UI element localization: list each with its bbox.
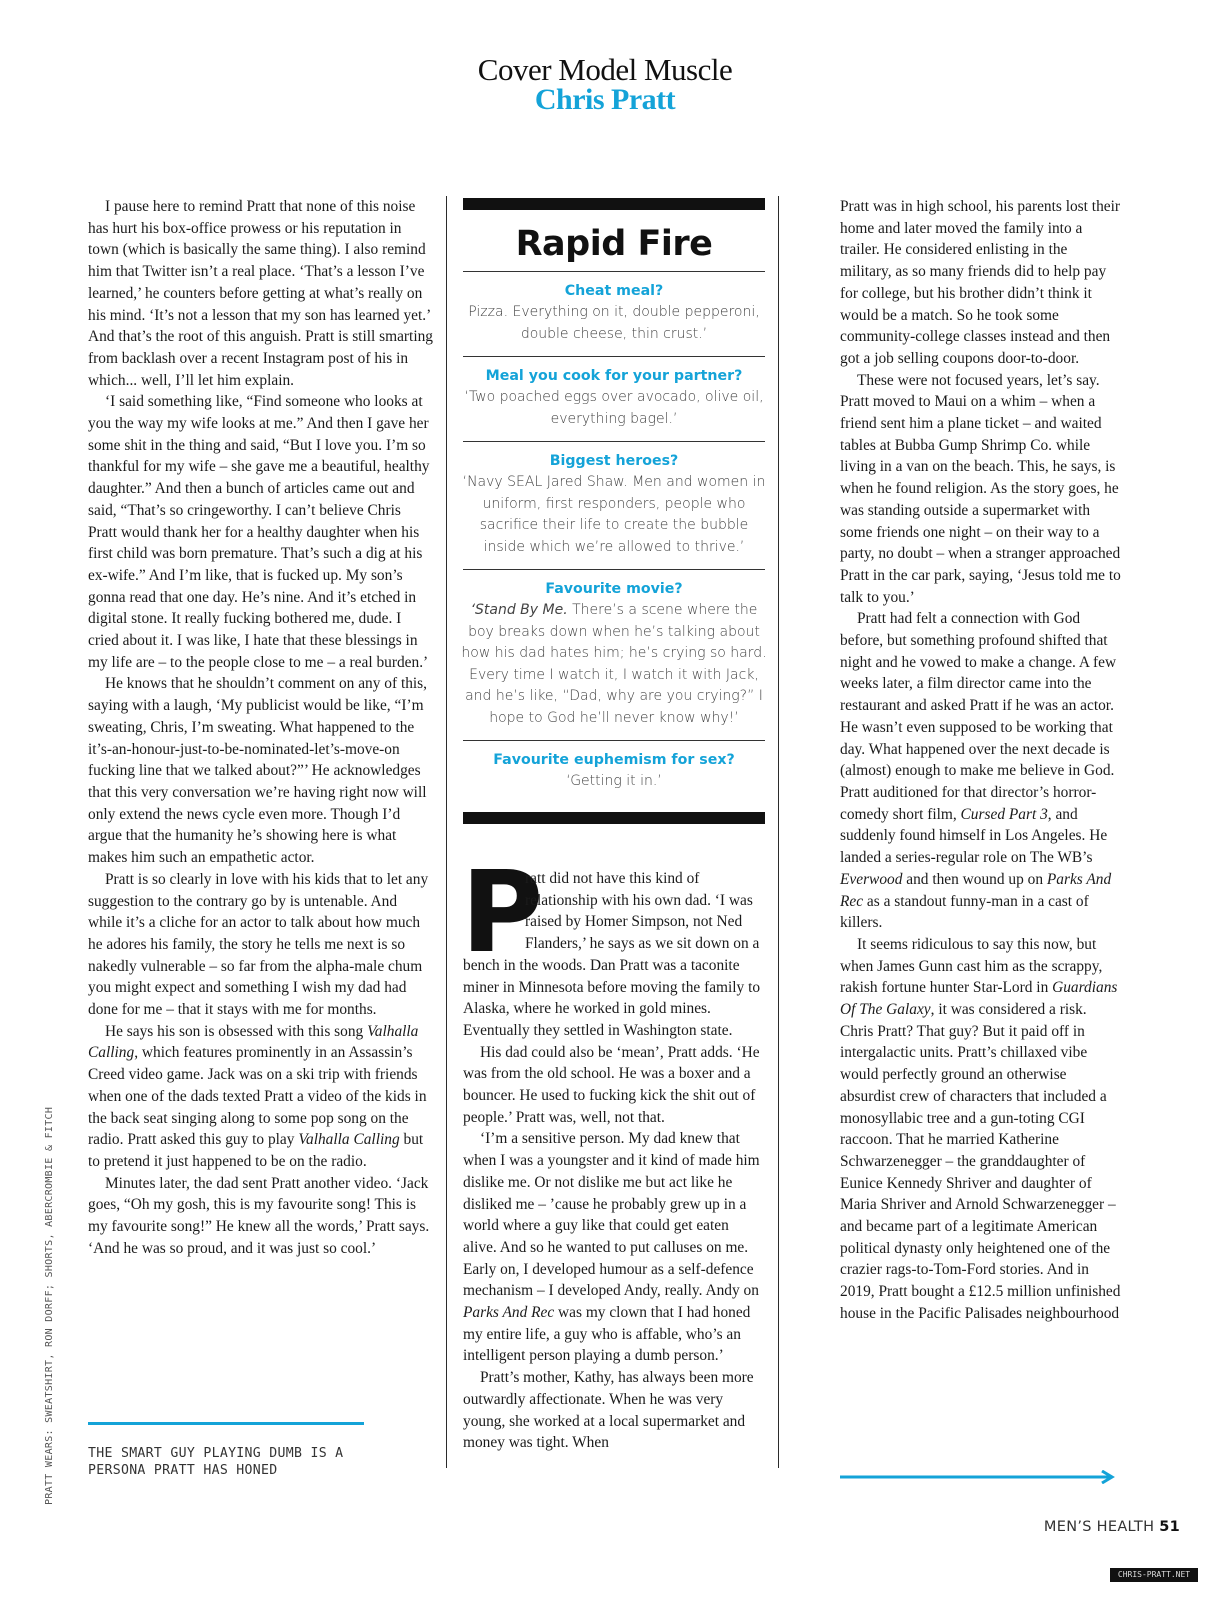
divider (463, 441, 765, 442)
paragraph: His dad could also be ‘mean’, Pratt adds. ‘He was from the old school. He was a boxer and a bouncer. He used to fucking kick the shit out of people.’ Pratt was, well, not that. (463, 1043, 760, 1126)
rapid-fire-answer: Pizza. Everything on it, double pepperoni, double cheese, thin crust.’ (468, 304, 760, 342)
paragraph: Pratt is so clearly in love with his kids that to let any suggestion to the contrary go by is untenable. And while it’s a cliche for an actor to talk about how much he adores his family, the story he tells me next is so nakedly vulnerable – so far from the alpha-male chum you might expect and something I wish my dad had done for me – that it stays with me for months. (88, 870, 429, 1019)
paragraph: Pratt was in high school, his parents lost their home and later moved the family into a trailer. He considered enlisting in the military, as so many friends did to help pay for college, but his brother didn’t think it would be a match. So he took some community-college classes instead and then got a job selling coupons door-to-door. (840, 198, 1120, 367)
column-divider (446, 196, 447, 1468)
song-title: Valhalla Calling (298, 1131, 400, 1149)
magazine-name: MEN’S HEALTH (1043, 1519, 1155, 1535)
page-number: 51 (1159, 1519, 1180, 1535)
pull-quote: THE SMART GUY PLAYING DUMB IS A PERSONA PRATT HAS HONED (88, 1446, 344, 1478)
rapid-fire-question: Cheat meal? (564, 283, 664, 299)
divider (463, 740, 765, 741)
paragraph: It seems ridiculous to say this now, but when James Gunn cast him as the scrappy, rakish fortune hunter Star-Lord in Guardians Of The Galaxy, it was considered a risk. Chris Pratt? That guy? But it paid off in intergalactic units. Pratt’s chillaxed vibe would perfectly ground an otherwise absurdist crew of characters that included a monosyllabic tree and a gun-toting CGI raccoon. That he married Katherine Schwarzenegger – the granddaughter of Eunice Kennedy Shriver and daughter of Maria Shriver and Arnold Schwarzenegger – and became part of a legitimate American political dynasty only heightened one of the crazier rags-to-Tom-Ford stories. And in 2019, Pratt bought a £12.5 million unfinished house in the Pacific Palisades neighbourhood (840, 935, 1121, 1322)
article-column-1 (88, 196, 433, 1259)
paragraph: ‘I’m a sensitive person. My dad knew that when I was a youngster and it kind of made him dislike me. Or not dislike me but act like he disliked me – ’cause he probably grew up in a world where a guy like that could get eaten alive. And so he wanted to put calluses on me. Early on, I developed humour as a self-defence mechanism – I developed Andy, really. Andy on Parks And Rec was my clown that I had honed my entire life, a guy who is affable, who’s an intelligent person playing a dumb person.’ (463, 1130, 760, 1365)
paragraph: ‘I said something like, “Find someone who looks at you the way my wife looks at me.” And then I gave her some shit in the thing and said, “But I love you. I’m so thankful for my wife – she gave me a beautiful, healthy daughter.” And then a bunch of articles came out and said, “That’s so cringeworthy. I can’t believe Chris Pratt would thank her for a healthy daughter when his first child was born premature. That’s such a dig at his ex-wife.” And I’m like, that is fucked up. My son’s gonna read that one day. He’s nine. And it’s etched in digital stone. It really fucking bothered me, dude. I cried about it. I was like, I hate that these blessings in my life are – to the people close to me – a real burden.’ (88, 393, 430, 671)
drop-cap-space (463, 868, 525, 954)
pull-quote-rule (88, 1422, 364, 1425)
rapid-fire-bottom-bar (463, 812, 765, 824)
paragraph: Minutes later, the dad sent Pratt another video. ‘Jack goes, “Oh my gosh, this is my favourite song! This is my favourite song!” He knew all the words,’ Pratt says. ‘And he was so proud, and it was just so cool.’ (88, 1174, 430, 1257)
rapid-fire-answer: ‘Navy SEAL Jared Shaw. Men and women in uniform, first responders, people who sacrifice their life to create the bubble inside which we’re allowed to thrive.’ (462, 474, 766, 555)
show-title: Everwood (840, 870, 903, 888)
watermark: CHRIS-PRATT.NET (1110, 1568, 1198, 1582)
article-column-3 (840, 196, 1122, 1325)
show-title: Parks And Rec (463, 1304, 555, 1322)
rapid-fire-answer: ‘Two poached eggs over avocado, olive oil, everything bagel.’ (464, 389, 764, 427)
rapid-fire-title: Rapid Fire (515, 224, 713, 264)
paragraph: Pratt had felt a connection with God before, but something profound shifted that night and he vowed to make a change. A few weeks later, a film director came into the restaurant and asked Pratt if he was an actor. He wasn’t even supposed to be working that day. What happened over the next decade is (almost) enough to make me believe in God. Pratt auditioned for that director’s horror-comedy short film, Cursed Part 3, and suddenly found himself in Los Angeles. He landed a series-regular role on The WB’s Everwood and then wound up on Parks And Rec as a standout funny-man in a cast of killers. (840, 610, 1117, 932)
paragraph: He says his son is obsessed with this song Valhalla Calling, which features prominently in an Assassin’s Creed video game. Jack was on a ski trip with friends when one of the dads texted Pratt a video of the kids in the back seat singing along to some pop song on the radio. Pratt asked this guy to play Valhalla Calling but to pretend it just happened to be on the radio. (88, 1022, 427, 1170)
subject-name: Chris Pratt (534, 83, 676, 116)
paragraph: I pause here to remind Pratt that none of this noise has hurt his box-office prowess or his reputation in town (which is basically the same thing). I also remind him that Twitter isn’t a real place. ‘That’s a lesson I’ve learned,’ he counters before getting at what’s really on his mind. ‘It’s not a lesson that my son has learned yet.’ And that’s the root of this anguish. Pratt is still smarting from backlash over a recent Instagram post of his in which... well, I’ll let him explain. (88, 198, 433, 389)
paragraph: These were not focused years, let’s say. Pratt moved to Maui on a whim – when a friend sent him a plane ticket – and waited tables at Bubba Gump Shrimp Co. while living in a van on the beach. This, he says, is when he found religion. As the story goes, he was standing outside a supermarket with some friends one night – on their way to a party, no doubt – when a stranger approached Pratt in the car park, saying, ‘Jesus told me to talk to you.’ (840, 371, 1121, 606)
divider (463, 356, 765, 357)
column-divider (778, 196, 779, 1468)
photo-credit: PRATT WEARS: SWEATSHIRT, RON DORFF; SHORTS, ABERCROMBIE & FITCH (44, 1106, 55, 1505)
paragraph: ratt did not have this kind of relationship with his own dad. ‘I was raised by Homer Simpson, not Ned Flanders,’ he says as we sit down on a bench in the woods. Dan Pratt was a taconite miner in Minnesota before moving the family to Alaska, where he worked in gold mines. Eventually they settled in Washington state. (463, 870, 761, 1039)
song-title: Valhalla Calling (88, 1022, 419, 1062)
rapid-fire-question: Favourite euphemism for sex? (493, 752, 735, 768)
article-column-2 (461, 848, 765, 1454)
section-title: Cover Model Muscle (477, 52, 733, 87)
drop-cap: P (461, 848, 544, 978)
show-title: Parks And Rec (840, 870, 1112, 910)
film-title: Guardians Of The Galaxy (840, 979, 1118, 1019)
rapid-fire-answer: ‘Getting it in.’ (566, 773, 662, 789)
paragraph: Pratt’s mother, Kathy, has always been more outwardly affectionate. When he was very young, she worked at a local supermarket and money was tight. When (463, 1369, 754, 1452)
divider (463, 569, 765, 570)
right-arrow-icon (840, 1470, 1120, 1484)
film-title: Cursed Part 3 (960, 805, 1048, 823)
divider (463, 271, 765, 272)
paragraph: He knows that he shouldn’t comment on any of this, saying with a laugh, ‘My publicist would be like, “I’m sweating, Chris, I’m sweating. What happened to the it’s-an-honour-just-to-be-nominated-let’s-move-on fucking line that we talked about?”’ He acknowledges that this very conversation we’re having right now will only extend the news cycle even more. Though I’d argue that the humanity he’s showing here is what makes him such an empathetic actor. (88, 675, 428, 867)
rapid-fire-top-bar (463, 198, 765, 210)
page-folio (990, 1519, 1180, 1535)
rapid-fire-answer: ‘Stand By Me. There’s a scene where the boy breaks down when he’s talking about how his dad hates him; he’s crying so hard. Every time I watch it, I watch it with Jack, and he’s like, “Dad, why are you crying?” I hope to God he’ll never know why!’ (461, 602, 767, 726)
rapid-fire-question: Biggest heroes? (549, 453, 679, 469)
rapid-fire-question: Favourite movie? (545, 581, 683, 597)
movie-title: ‘Stand By Me. (470, 602, 568, 618)
rapid-fire-question: Meal you cook for your partner? (485, 368, 743, 384)
